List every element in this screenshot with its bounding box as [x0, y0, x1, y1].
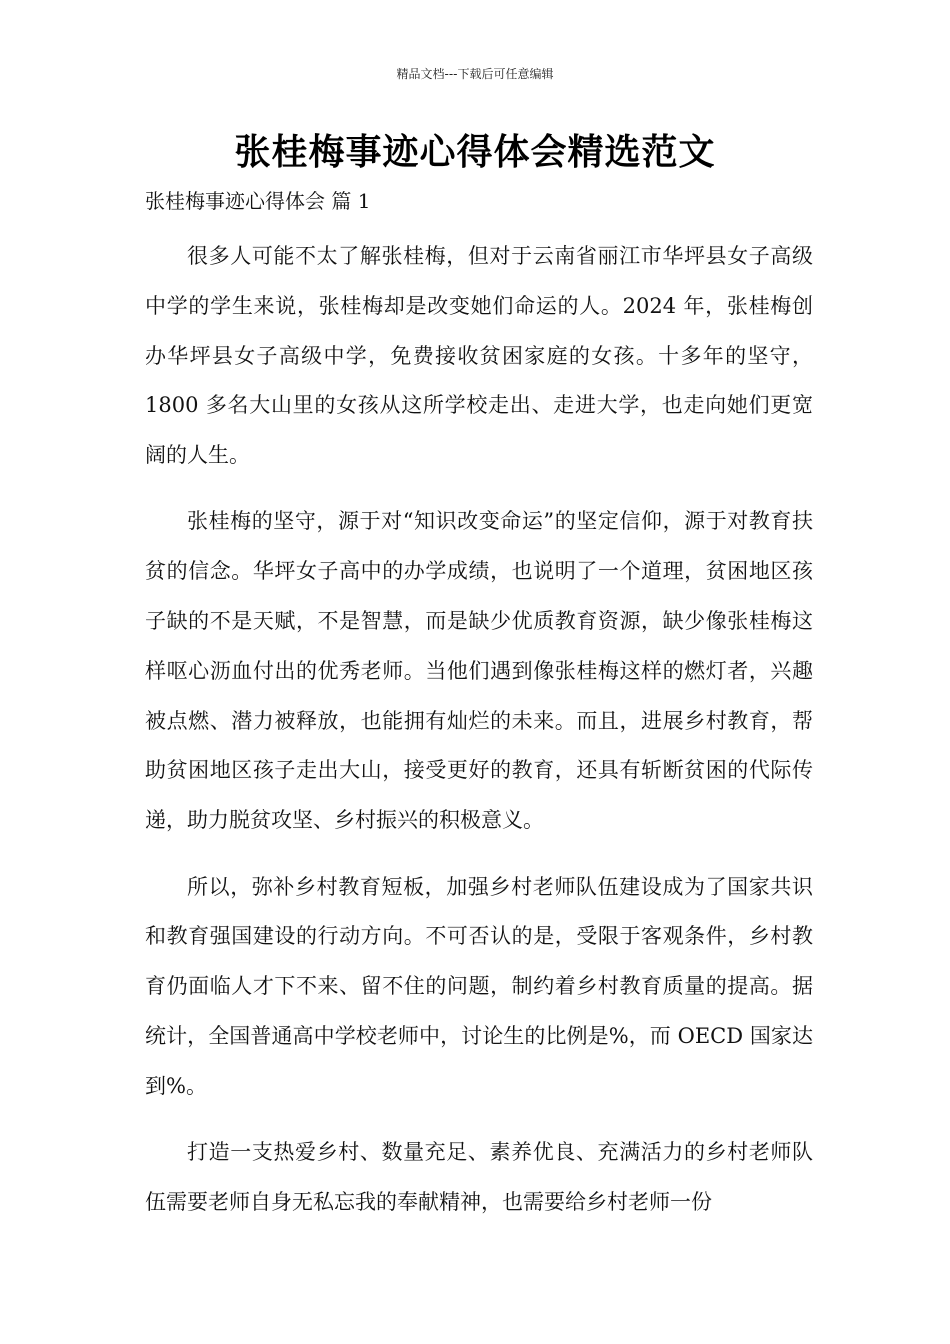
page-header: 精品文档---下载后可任意编辑: [396, 67, 554, 81]
paragraph-2: 张桂梅的坚守，源于对“知识改变命运”的坚定信仰，源于对教育扶贫的信念。华坪女子高中的办学成绩，也说明了一个道理，贫困地区孩子缺的不是天赋，不是智慧，而是缺少优质教育资源，缺少像张桂梅这样呕心沥血付出的优秀老师。当他们遇到像张桂梅这样的燃灯者，兴趣被点燃、潜力被释放，也能拥有灿烂的未来。而且，进展乡村教育，帮助贫困地区孩子走出大山，接受更好的教育，还具有斩断贫困的代际传递，助力脱贫攻坚、乡村振兴的积极意义。: [145, 509, 813, 833]
section-heading: 张桂梅事迹心得体会 篇 1: [145, 189, 371, 213]
paragraph-3: 所以，弥补乡村教育短板，加强乡村老师队伍建设成为了国家共识和教育强国建设的行动方向。不可否认的是，受限于客观条件，乡村教育仍面临人才下不来、留不住的问题，制约着乡村教育质量的提高。据统计，全国普通高中学校老师中，讨论生的比例是%，而 OECD 国家达到%。: [145, 874, 813, 1098]
document-title: 张桂梅事迹心得体会精选范文: [234, 132, 716, 173]
paragraph-1: 很多人可能不太了解张桂梅，但对于云南省丽江市华坪县女子高级中学的学生来说，张桂梅却是改变她们命运的人。2024 年，张桂梅创办华坪县女子高级中学，免费接收贫困家庭的女孩。十多年的坚守，1800 多名大山里的女孩从这所学校走出、走进大学，也走向她们更宽阔的人生。: [145, 244, 813, 468]
document-body: [145, 232, 813, 1244]
paragraph-4: 打造一支热爱乡村、数量充足、素养优良、充满活力的乡村老师队伍需要老师自身无私忘我的奉献精神，也需要给乡村老师一份: [145, 1140, 813, 1214]
